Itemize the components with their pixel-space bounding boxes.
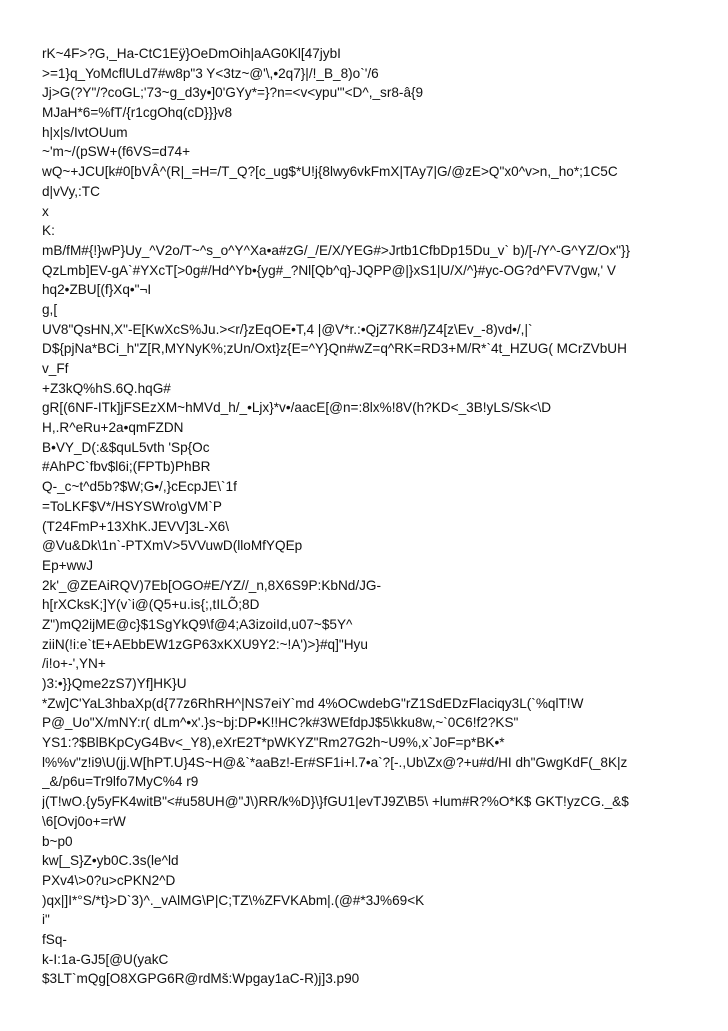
text-line: hq2•ZBU[(f}Xq•"¬I — [42, 282, 152, 298]
text-line: d|vVy,:TC — [42, 183, 100, 199]
text-line: *Zw]C'YaL3hbaXp(d{77z6RhRH^|NS7eiY`md 4%OCwdebG"rZ1SdEDzFlaciqy3L(`%qlT!W — [42, 695, 584, 711]
text-line: Z")mQ2ijME@c}$1SgYkQ9\f@4;A3izoiId,u07~$5Y^ — [42, 616, 353, 632]
text-line: )qx|]I*°S/*t}>D`3)^._vAlMG\P|C;TZ\%ZFVKAbm|.(@#*3J%69<K — [42, 892, 425, 908]
text-line: k-I:1a-GJ5[@U(yakC — [42, 951, 169, 967]
text-line: >=1}q_YoMcflULd7#w8p"3 Y<3tz~@'\,•2q7}|/!_B_8)o`'/6 — [42, 65, 379, 81]
text-line: rK~4F>?G,_Ha-CtC1Eÿ}OeDmOih|aAG0Kl[47jybI — [42, 46, 341, 61]
text-line: Jj>G(?Y"/?coGL;'73~g_d3y•]0'GYy*=}?n=<v<ypu'"<D^,_sr8-â{9 — [42, 85, 424, 101]
text-line: l%%v"z!i9\U(jj.W[hPT.U}4S~H@&`*aaBz!-Er#SF1i+l.7•a`?[-.,Ub\Zx@?+u#d/HI dh"GwgKdF(_8K|z — [42, 754, 628, 770]
document-body — [42, 44, 692, 989]
text-line: _&/p6u=Tr9lfo7MyC%4 r9 — [42, 774, 199, 790]
text-line: UV8"QsHN,X"-E[KwXcS%Ju.><r/}zEqOE•T,4 |@V*r.:•QjZ7K8#/}Z4[z\Ev_-8)vd•/,|` — [42, 321, 533, 337]
text-line: PXv4\>0?u>cPKN2^D — [42, 872, 176, 888]
text-line: P@_Uo"X/mNY:r( dLm^•x'.}s~bj:DP•K!!HC?k#3WEfdpJ$5\kku8w,~`0C6!f2?KS" — [42, 715, 519, 731]
text-line: H,.R^eRu+2a•qmFZDN — [42, 420, 184, 436]
text-line: =ToLKF$V*/HSYSWro\gVM`P — [42, 498, 222, 514]
text-line: ziiN(!i:e`tE+AEbbEW1zGP63xKXU9Y2:~!A')>}#q]"Hyu — [42, 636, 368, 652]
text-line: MJaH*6=%fT/{r1cgOhq(cD}}}v8 — [42, 105, 233, 121]
text-line: h|x|s/IvtOUum — [42, 124, 128, 140]
text-line: 2k'_@ZEAiRQV)7Eb[OGO#E/YZ//_n,8X6S9P:KbNd/JG- — [42, 577, 382, 593]
text-line: @Vu&Dk\1n`-PTXmV>5VVuwD(lloMfYQEp — [42, 538, 303, 554]
text-line: x — [42, 203, 49, 219]
text-line: kw[_S}Z•yb0C.3s(le^ld — [42, 853, 179, 869]
text-line: #AhPC`fbv$l6i;(FPTb)PhBR — [42, 459, 211, 475]
text-line: B•VY_D(:&$quL5vth 'Sp{Oc — [42, 439, 210, 455]
text-line: fSq- — [42, 931, 67, 947]
text-line: g,[ — [42, 301, 58, 317]
text-line: D${pjNa*BCi_h"Z[R,MYNyK%;zUn/Oxt}z{E=^Y}Qn#wZ=q^RK=RD3+M/R*`4t_HZUG( MCrZVbUH — [42, 341, 627, 357]
text-line: /i!o+-',YN+ — [42, 656, 106, 672]
text-line: v_Ff — [42, 361, 69, 376]
text-line: b~p0 — [42, 833, 73, 849]
text-line: ~'m~/(pSW+(f6VS=d74+ — [42, 144, 191, 160]
text-line: h[rXCksK;]Y(v`i@(Q5+u.is{;,tILÕ;8D — [42, 597, 260, 613]
text-line: +Z3kQ%hS.6Q.hqG# — [42, 380, 171, 396]
text-line: K: — [42, 223, 55, 239]
text-line: YS1:?$BlBKpCyG4Bv<_Y8),eXrE2T*pWKYZ"Rm27G2h~U9%,x`JoF=p*BK•* — [42, 735, 505, 751]
text-line: mB/fM#{!}wP}Uy_^V2o/T~^s_o^Y^Xa•a#zG/_/E/X/YEG#>Jrtb1CfbDp15Du_v` b)/[-/Y^-G^YZ/Ox"}} — [42, 242, 631, 258]
text-line: i" — [42, 912, 50, 928]
text-line: \6[Ovj0o+=rW — [42, 813, 126, 829]
text-line: Ep+wwJ — [42, 557, 93, 573]
text-line: )3:•}}Qme2zS7)Yf]HK}U — [42, 676, 187, 691]
text-line: $3LT`mQg[O8XGPG6R@rdMš:Wpgay1aC-R)j]3.p90 — [42, 971, 360, 987]
text-line: Q-_c~t^d5b?$W;G•/,}cEcpJE\`1f — [42, 479, 237, 495]
text-line: gR[(6NF-ITk]jFSEzXM~hMVd_h/_•Ljx}*v•/aacE[@n=:8lx%!8V(h?KD<_3B!yLS/Sk<\D — [42, 400, 552, 416]
text-line: wQ~+JCU[k#0[bVÂ^(R|_=H=/T_Q?[c_ug$*U!j{8lwy6vkFmX|TAy7|G/@zE>Q"x0^v>n,_ho*;1C5C — [42, 164, 618, 180]
text-line: (T24FmP+13XhK.JEVV]3L-X6\ — [42, 518, 230, 534]
text-line: j(T!wO.{y5yFK4witB"<#u58UH@"J\)RR/k%D}\}fGU1|evTJ9Z\B5\ +lum#R?%O*K$ GKT!yzCG._&$ — [42, 794, 629, 810]
text-line: QzLmb]EV-gA`#YXcT[>0g#/Hd^Yb•{yg#_?Nl[Qb^q}-JQPP@|}xS1|U/X/^}#yc-OG?d^FV7Vgw,' V — [42, 262, 616, 278]
